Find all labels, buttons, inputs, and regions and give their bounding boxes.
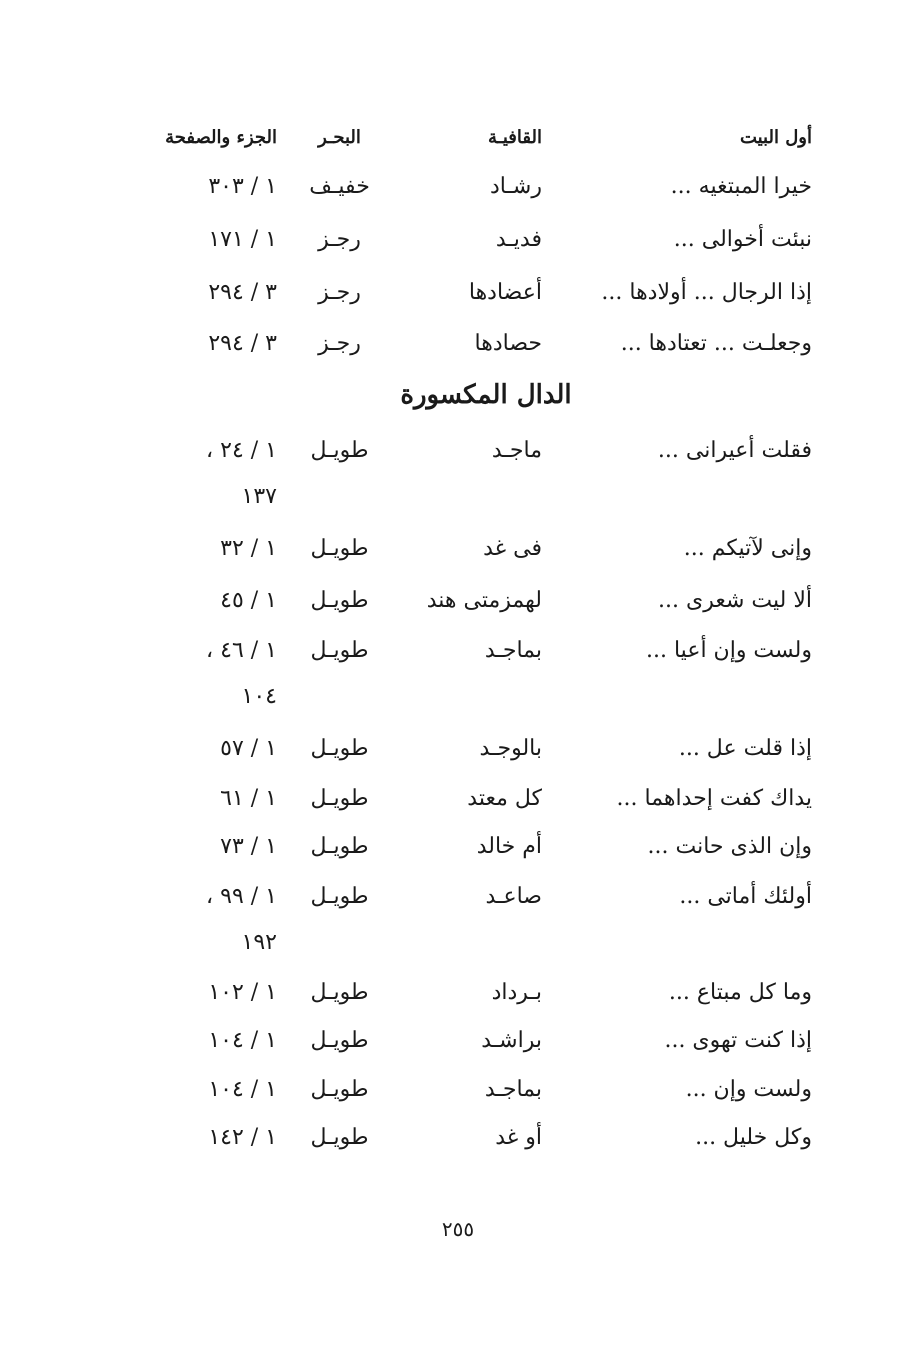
table-row <box>150 975 822 1011</box>
rhyme: بماجـد <box>484 1077 542 1102</box>
first-line: وكل خليل ... <box>695 1125 812 1150</box>
meter: طويـل <box>310 736 369 761</box>
volume-page-ref: ١ / ١٠٤ <box>208 1028 277 1053</box>
volume-page-ref: ١ / ٦١ <box>220 786 277 811</box>
table-row <box>150 1023 822 1059</box>
first-line: ولست وإن ... <box>685 1077 812 1102</box>
volume-page-ref: ٣ / ٢٩٤ <box>208 280 277 305</box>
table-row-continuation <box>150 927 822 959</box>
volume-page-ref: ١ / ٢٤ ، <box>206 438 277 463</box>
table-row-continuation <box>150 681 822 713</box>
table-row <box>150 633 822 669</box>
table-row <box>150 583 822 619</box>
table-row-continuation <box>150 481 822 513</box>
rhyme: فديـد <box>495 227 542 252</box>
table-row <box>150 879 822 915</box>
rhyme: لهمزمتى هند <box>426 588 542 613</box>
rhyme: كل معتد <box>467 786 542 811</box>
table-row <box>150 829 822 865</box>
header-rhyme: القافيـة <box>487 127 542 148</box>
meter: رجـز <box>318 331 361 356</box>
meter: طويـل <box>310 638 369 663</box>
volume-page-ref: ٣ / ٢٩٤ <box>208 331 277 356</box>
first-line: وإنى لآتيكم ... <box>683 536 812 561</box>
volume-page-ref-continued: ١٩٢ <box>241 930 277 955</box>
volume-page-ref: ١ / ١٧١ <box>208 227 277 252</box>
meter: طويـل <box>310 1077 369 1102</box>
volume-page-ref: ١ / ٩٩ ، <box>206 884 277 909</box>
volume-page-ref: ١ / ١٠٤ <box>208 1077 277 1102</box>
first-line: يداك كفت إحداهما ... <box>616 786 812 811</box>
table-row <box>150 169 822 205</box>
first-line: نبئت أخوالى ... <box>673 227 812 252</box>
first-line: إذا قلت عل ... <box>678 736 812 761</box>
meter: طويـل <box>310 786 369 811</box>
volume-page-ref: ١ / ٧٣ <box>220 834 277 859</box>
first-line: إذا كنت تهوى ... <box>664 1028 812 1053</box>
volume-page-ref: ١ / ٤٥ <box>220 588 277 613</box>
page-number: ٢٥٥ <box>441 1217 475 1241</box>
meter: خفيـف <box>309 174 370 199</box>
meter: رجـز <box>318 227 361 252</box>
meter: رجـز <box>318 280 361 305</box>
meter: طويـل <box>310 536 369 561</box>
rhyme: براشـد <box>481 1028 542 1053</box>
first-line: فقلت أعيرانى ... <box>657 438 812 463</box>
meter: طويـل <box>310 884 369 909</box>
rhyme: أعضادها <box>468 280 542 305</box>
first-line: وإن الذى حانت ... <box>647 834 812 859</box>
table-row <box>150 275 822 311</box>
rhyme: أم خالد <box>476 834 542 859</box>
header-volume-page: الجزء والصفحة <box>165 127 277 148</box>
first-line: وما كل مبتاع ... <box>668 980 812 1005</box>
volume-page-ref: ١ / ٤٦ ، <box>206 638 277 663</box>
meter: طويـل <box>310 834 369 859</box>
table-row <box>150 1072 822 1108</box>
volume-page-ref-continued: ١٣٧ <box>241 484 277 509</box>
rhyme: أو غد <box>495 1125 542 1150</box>
first-line: أولئك أماتى ... <box>679 884 812 909</box>
rhyme: فى غد <box>483 536 542 561</box>
volume-page-ref-continued: ١٠٤ <box>241 684 277 709</box>
rhyme: بماجـد <box>484 638 542 663</box>
volume-page-ref: ١ / ١٠٢ <box>208 980 277 1005</box>
header-first-line: أول البيت <box>739 127 812 148</box>
table-row <box>150 326 822 362</box>
rhyme: بـرداد <box>491 980 542 1005</box>
meter: طويـل <box>310 1028 369 1053</box>
rhyme: ماجـد <box>491 438 542 463</box>
meter: طويـل <box>310 438 369 463</box>
table-row <box>150 531 822 567</box>
first-line: إذا الرجال ... أولادها ... <box>601 280 812 305</box>
meter: طويـل <box>310 588 369 613</box>
table-header <box>150 122 822 154</box>
first-line: ألا ليت شعرى ... <box>658 588 812 613</box>
rhyme: رشـاد <box>489 174 542 199</box>
table-row <box>150 731 822 767</box>
section-title: الدال المكسورة <box>400 380 572 410</box>
volume-page-ref: ١ / ٥٧ <box>220 736 277 761</box>
table-row <box>150 433 822 469</box>
volume-page-ref: ١ / ١٤٢ <box>208 1125 277 1150</box>
rhyme: صاعـد <box>485 884 542 909</box>
rhyme: بالوجـد <box>479 736 542 761</box>
table-row <box>150 1120 822 1156</box>
volume-page-ref: ١ / ٣٠٣ <box>208 174 277 199</box>
header-meter: البحـر <box>318 127 361 148</box>
first-line: خيرا المبتغيه ... <box>670 174 812 199</box>
first-line: وجعلـت ... تعتادها ... <box>620 331 812 356</box>
table-row <box>150 781 822 817</box>
table-row <box>150 222 822 258</box>
meter: طويـل <box>310 1125 369 1150</box>
first-line: ولست وإن أعيا ... <box>646 638 812 663</box>
volume-page-ref: ١ / ٣٢ <box>220 536 277 561</box>
rhyme: حصادها <box>474 331 542 356</box>
meter: طويـل <box>310 980 369 1005</box>
